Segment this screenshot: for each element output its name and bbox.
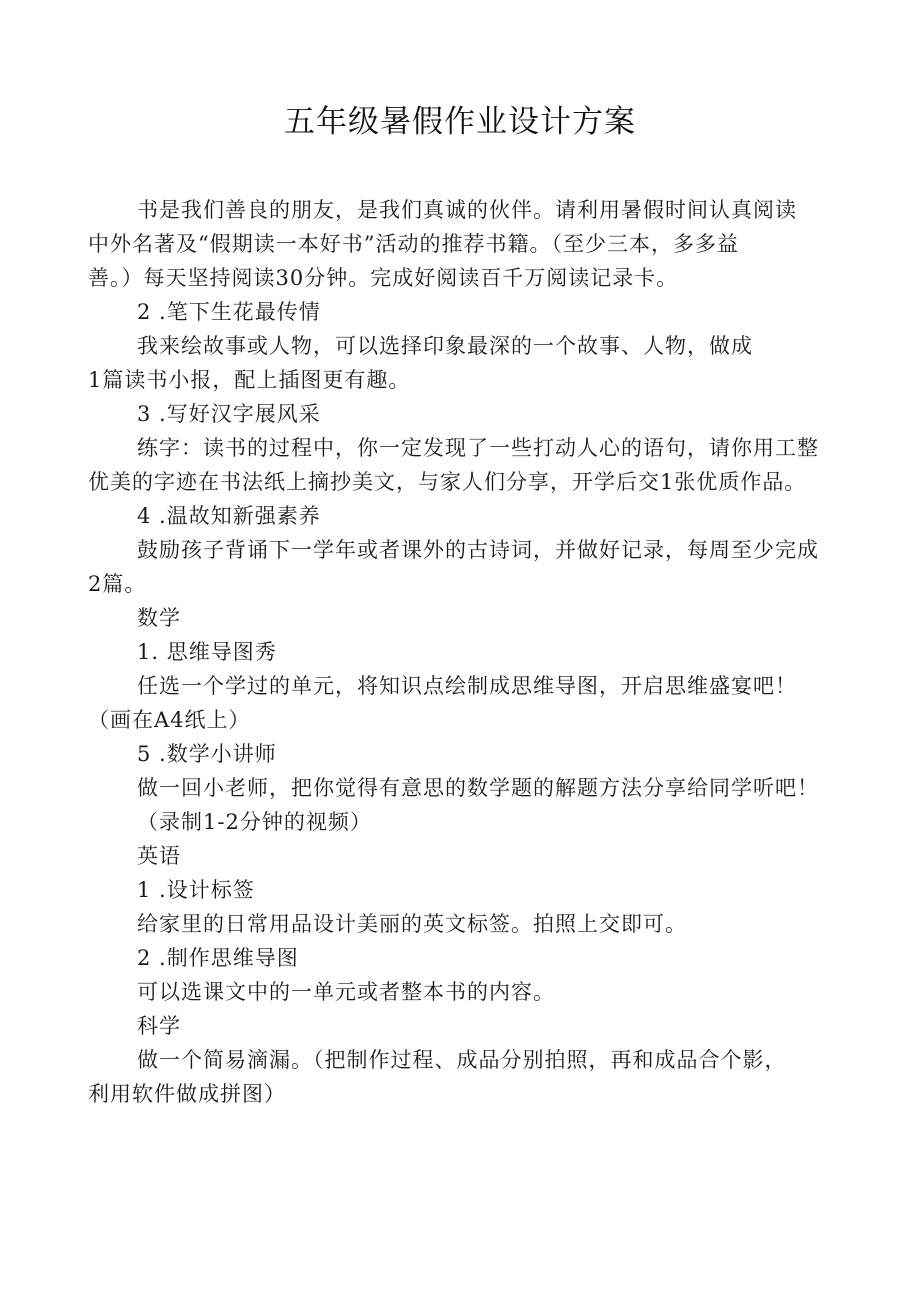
subject-heading-math: 数学 — [137, 606, 181, 630]
document-body — [88, 193, 868, 1111]
subject-heading-science: 科学 — [137, 1014, 181, 1038]
paragraph-line: 书是我们善良的朋友，是我们真诚的伙伴。请利用暑假时间认真阅读 — [137, 198, 797, 222]
paragraph-line: 做一个简易滴漏。（把制作过程、成品分别拍照，再和成品合个影， — [137, 1048, 787, 1072]
page-title: 五年级暑假作业设计方案 — [284, 104, 636, 140]
paragraph-line: 给家里的日常用品设计美丽的英文标签。拍照上交即可。 — [137, 912, 687, 936]
section-heading: 2 .笔下生花最传情 — [137, 300, 321, 324]
paragraph-line: 1篇读书小报，配上插图更有趣。 — [88, 368, 411, 392]
section-heading: 3 .写好汉字展风采 — [137, 402, 321, 426]
paragraph-line: （画在A4纸上） — [88, 708, 251, 732]
paragraph-line: 善。）每天坚持阅读30分钟。完成好阅读百千万阅读记录卡。 — [88, 266, 679, 290]
paragraph-line: 可以选课文中的一单元或者整本书的内容。 — [137, 980, 555, 1004]
section-heading: 2 .制作思维导图 — [137, 946, 299, 970]
paragraph-line: 优美的字迹在书法纸上摘抄美文，与家人们分享，开学后交1张优质作品。 — [88, 470, 807, 494]
section-heading: 5 .数学小讲师 — [137, 742, 277, 766]
paragraph-line: 利用软件做成拼图） — [88, 1082, 286, 1106]
section-heading: 1. 思维导图秀 — [137, 640, 277, 664]
paragraph-line: 做一回小老师，把你觉得有意思的数学题的解题方法分享给同学听吧！ — [137, 776, 819, 800]
paragraph-line: 中外名著及“假期读一本好书”活动的推荐书籍。（至少三本，多多益 — [88, 232, 739, 256]
section-heading: 4 .温故知新强素养 — [137, 504, 321, 528]
paragraph-line: 我来绘故事或人物，可以选择印象最深的一个故事、人物，做成 — [137, 334, 753, 358]
subject-heading-english: 英语 — [137, 844, 181, 868]
paragraph-line: 练字：读书的过程中，你一定发现了一些打动人心的语句，请你用工整 — [137, 436, 819, 460]
paragraph-line: 鼓励孩子背诵下一学年或者课外的古诗词，并做好记录，每周至少完成 — [137, 538, 819, 562]
section-heading: 1 .设计标签 — [137, 878, 255, 902]
paragraph-line: 任选一个学过的单元，将知识点绘制成思维导图，开启思维盛宴吧！ — [137, 674, 797, 698]
paragraph-line: 2篇。 — [88, 572, 147, 596]
paragraph-line: （录制1-2分钟的视频） — [137, 810, 372, 834]
